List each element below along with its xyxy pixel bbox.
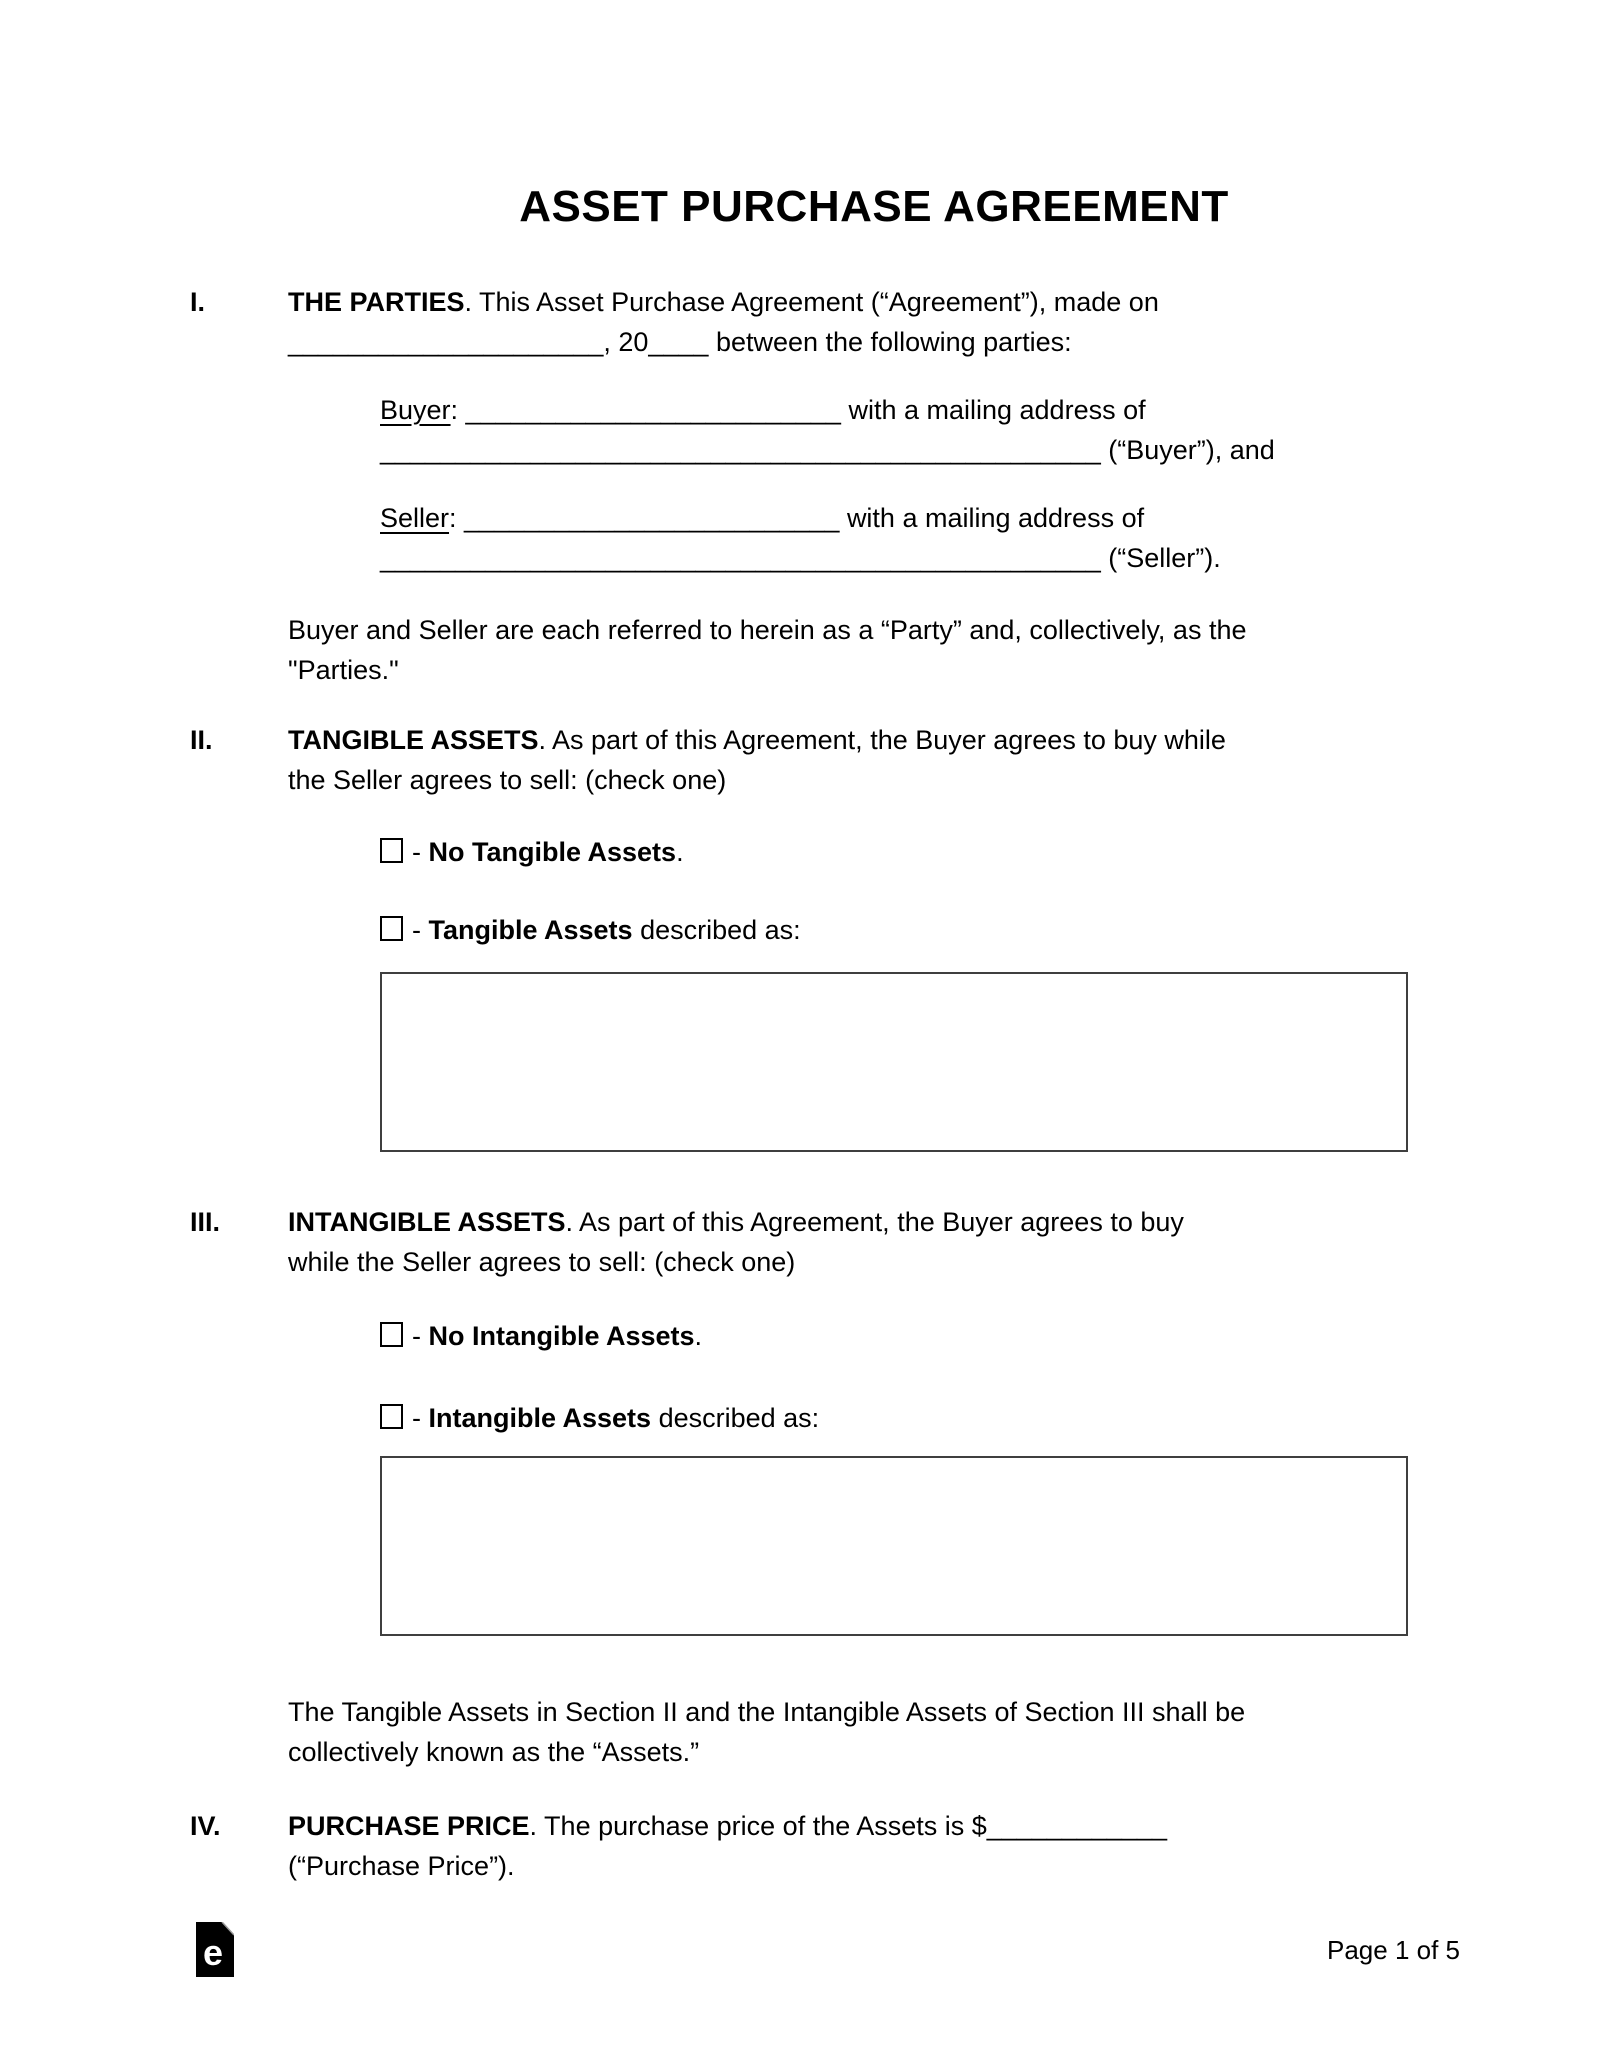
- section-tangible-heading: TANGIBLE ASSETS: [288, 725, 539, 755]
- section-intangible-numeral: III.: [190, 1207, 221, 1237]
- section-intangible: [190, 1202, 1460, 1282]
- section-tangible-line2: the Seller agrees to sell: (check one): [288, 765, 727, 795]
- option-intangible-assets-described: [380, 1398, 1460, 1438]
- parties-note: [288, 610, 1460, 690]
- assets-note-line1: The Tangible Assets in Section II and the Intangible Assets of Section III shall be: [288, 1697, 1246, 1727]
- section-intangible-text: . As part of this Agreement, the Buyer agrees to buy: [565, 1207, 1184, 1237]
- assets-note: [288, 1692, 1460, 1772]
- option-prefix: -: [412, 1321, 429, 1351]
- option-rest: .: [694, 1321, 703, 1351]
- section-tangible-line1: [288, 720, 1460, 760]
- section-parties-text: . This Asset Purchase Agreement (“Agreement”), made on: [464, 287, 1159, 317]
- option-rest: described as:: [651, 1403, 820, 1433]
- section-purchase-price: [190, 1806, 1460, 1886]
- option-rest: .: [676, 837, 684, 867]
- section-intangible-line2: while the Seller agrees to sell: (check one): [288, 1247, 796, 1277]
- parties-note-line2: "Parties.": [288, 655, 399, 685]
- tangible-assets-checkbox-icon[interactable]: [380, 916, 403, 941]
- option-no-intangible-assets: [380, 1316, 1460, 1356]
- date-blank-line: _____________________, 20____ between the following parties:: [288, 327, 1072, 357]
- buyer-label: Buyer: [380, 395, 451, 425]
- eforms-logo: [196, 1922, 234, 1977]
- section-purchase-price-line2: (“Purchase Price”).: [288, 1851, 515, 1881]
- option-no-tangible-assets: [380, 832, 1460, 872]
- seller-line2: [380, 538, 1460, 578]
- option-label: Tangible Assets: [428, 915, 633, 945]
- section-intangible-line1: [288, 1202, 1460, 1242]
- section-parties-line2: [288, 322, 1460, 362]
- buyer-name-blank: : _________________________ with a mailing address of: [450, 395, 1146, 425]
- intangible-assets-checkbox-icon[interactable]: [380, 1404, 403, 1429]
- page-title: ASSET PURCHASE AGREEMENT: [519, 182, 1229, 231]
- tangible-assets-description-box[interactable]: [380, 972, 1408, 1152]
- logo-letter: e: [203, 1932, 224, 1973]
- option-tangible-assets-described: [380, 910, 1460, 950]
- seller-block: [380, 498, 1460, 578]
- section-tangible: [190, 720, 1460, 800]
- section-parties-numeral: I.: [190, 287, 206, 317]
- section-purchase-price-heading: PURCHASE PRICE: [288, 1811, 530, 1841]
- seller-name-blank: : _________________________ with a mailing address of: [449, 503, 1145, 533]
- section-intangible-heading: INTANGIBLE ASSETS: [288, 1207, 566, 1237]
- section-tangible-numeral: II.: [190, 725, 213, 755]
- parties-note-line1: Buyer and Seller are each referred to herein as a “Party” and, collectively, as the: [288, 615, 1247, 645]
- intangible-assets-description-box[interactable]: [380, 1456, 1408, 1636]
- seller-label: Seller: [380, 503, 450, 533]
- page-number-label: Page 1 of 5: [1327, 1935, 1460, 1965]
- assets-note-line2: collectively known as the “Assets.”: [288, 1737, 700, 1767]
- purchase-price-blank: . The purchase price of the Assets is $____________: [529, 1811, 1167, 1841]
- seller-address-blank: ________________________________________________ (“Seller”).: [380, 543, 1221, 573]
- option-rest: described as:: [632, 915, 801, 945]
- option-label: No Tangible Assets: [428, 837, 677, 867]
- buyer-line2: [380, 430, 1460, 470]
- buyer-block: [380, 390, 1460, 470]
- section-tangible-text: . As part of this Agreement, the Buyer agrees to buy while: [538, 725, 1226, 755]
- seller-line1: [380, 498, 1460, 538]
- section-parties-line1: [288, 282, 1460, 322]
- option-label: Intangible Assets: [428, 1403, 652, 1433]
- option-prefix: -: [412, 1403, 429, 1433]
- option-prefix: -: [412, 915, 429, 945]
- buyer-address-blank: ________________________________________________ (“Buyer”), and: [380, 435, 1275, 465]
- section-purchase-price-line1: [288, 1806, 1460, 1846]
- section-parties: [190, 282, 1460, 362]
- no-tangible-assets-checkbox-icon[interactable]: [380, 838, 403, 863]
- buyer-line1: [380, 390, 1460, 430]
- option-prefix: -: [412, 837, 429, 867]
- no-intangible-assets-checkbox-icon[interactable]: [380, 1322, 403, 1347]
- section-purchase-price-numeral: IV.: [190, 1811, 221, 1841]
- section-parties-heading: THE PARTIES: [288, 287, 465, 317]
- document-icon: [196, 1922, 234, 1977]
- option-label: No Intangible Assets: [428, 1321, 695, 1351]
